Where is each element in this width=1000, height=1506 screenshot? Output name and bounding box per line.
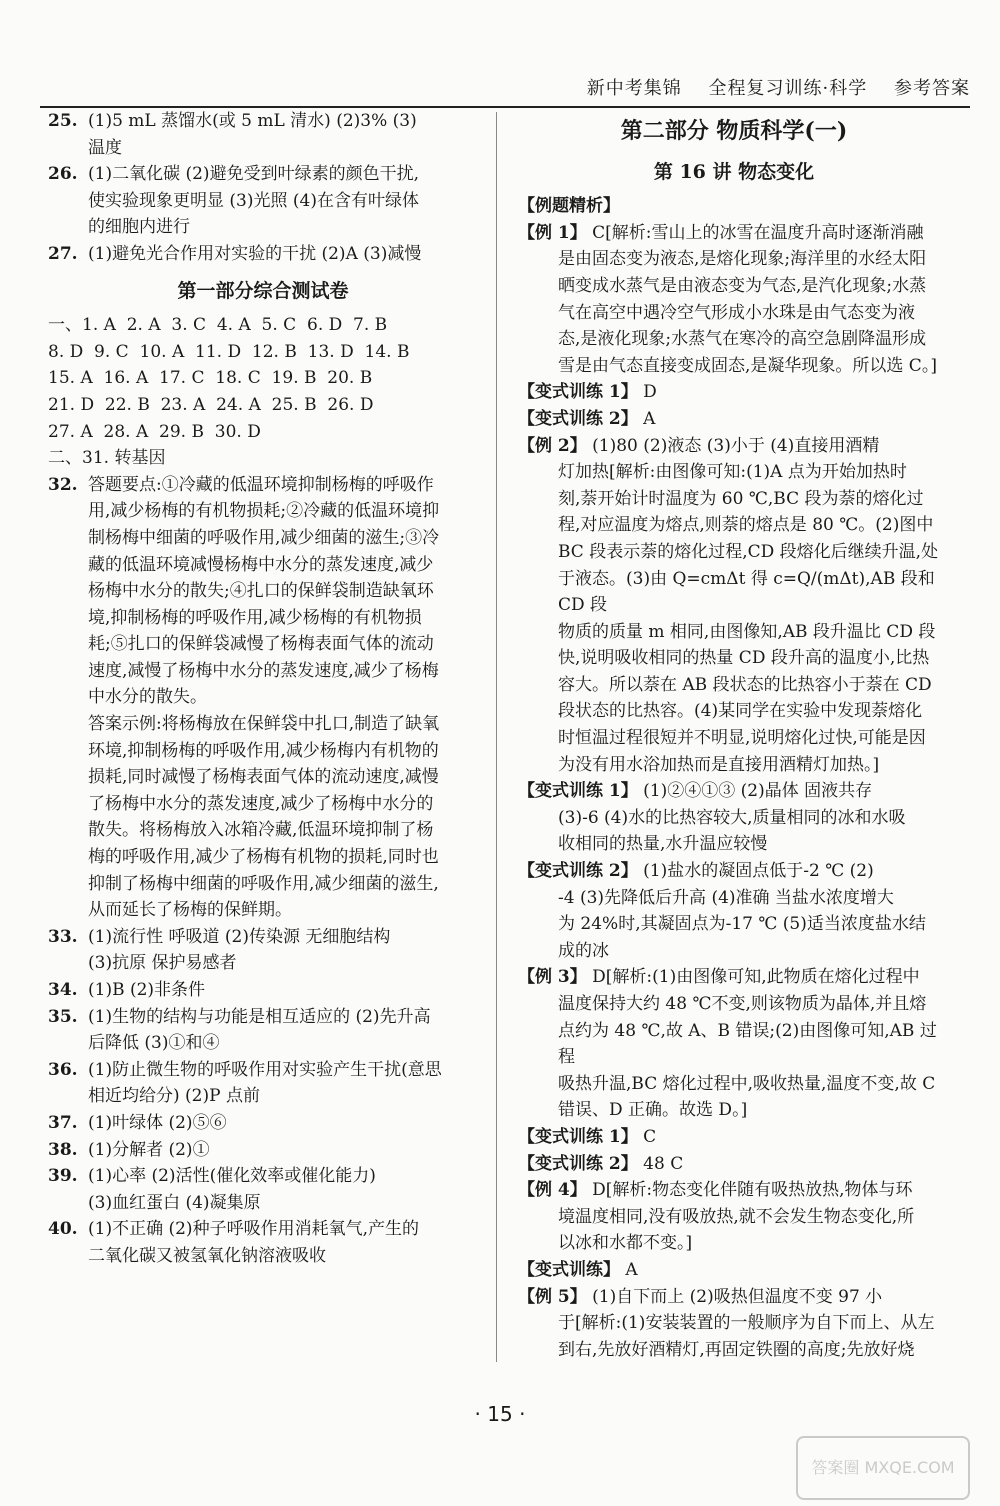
- answer-line: [48, 738, 478, 765]
- answer-text: (1)避免光合作用对实验的干扰 (2)A (3)减慢: [88, 243, 422, 264]
- answer-line: [48, 658, 478, 685]
- answer-block: [518, 1177, 950, 1257]
- answer-number: [48, 897, 88, 924]
- answer-line: [48, 1083, 478, 1110]
- answer-text: A: [620, 1259, 638, 1280]
- answer-number: [48, 525, 88, 552]
- answer-line: [48, 498, 478, 525]
- answer-text: 散失。将杨梅放入冰箱冷藏,低温环境抑制了杨: [88, 820, 434, 841]
- block-label: 【变式训练 2】: [518, 861, 638, 882]
- answer-number: [48, 578, 88, 605]
- answer-line: [48, 135, 478, 162]
- answer-text: 速度,减慢了杨梅中水分的蒸发速度,减少了杨梅: [88, 660, 439, 681]
- answer-line: [48, 631, 478, 658]
- answer-block: [518, 406, 950, 433]
- answer-text: 制杨梅中细菌的呼吸作用,减少细菌的滋生;③冷: [88, 527, 440, 548]
- answer-text: 相近均给分) (2)P 点前: [88, 1086, 260, 1107]
- answer-text: (1)5 mL 蒸馏水(或 5 mL 清水) (2)3% (3): [88, 111, 417, 131]
- answer-item: [48, 924, 478, 977]
- answer-number: [48, 214, 88, 241]
- answer-text: 48 C: [637, 1153, 684, 1174]
- block-label: 【例 4】: [518, 1180, 587, 1201]
- answer-text: (1)自下而上 (2)吸热但温度不变 97 小: [586, 1286, 883, 1307]
- answer-line: [48, 552, 478, 579]
- answer-text: 境,抑制杨梅的呼吸作用,减少杨梅的有机物损: [88, 607, 422, 628]
- answer-line: [48, 161, 478, 188]
- answer-line: [518, 778, 950, 805]
- answer-line: [48, 924, 478, 951]
- answer-line: 气在高空中遇冷空气形成小水珠是由气态变为液: [558, 302, 915, 323]
- answer-line: [518, 858, 950, 885]
- answer-text: 使实验现象更明显 (3)光照 (4)在含有叶绿体: [88, 190, 419, 211]
- answer-text: 用,减少杨梅的有机物损耗;②冷藏的低温环境抑: [88, 501, 440, 522]
- block-label: 【例 1】: [518, 222, 587, 243]
- answer-line: [518, 1151, 950, 1178]
- answer-line: [48, 817, 478, 844]
- answer-block: [518, 1257, 950, 1284]
- answer-text: 答题要点:①冷藏的低温环境抑制杨梅的呼吸作: [88, 474, 434, 495]
- answer-line: 雪是由气态直接变成固态,是凝华现象。所以选 C。]: [558, 355, 937, 376]
- answer-item: [48, 1057, 478, 1110]
- answer-block: [518, 379, 950, 406]
- column-divider: [496, 112, 497, 1362]
- answer-text: (1)80 (2)液态 (3)小于 (4)直接用酒精: [586, 435, 880, 456]
- answer-item: [48, 108, 478, 161]
- answer-block: [518, 778, 950, 858]
- answer-line: [518, 1177, 950, 1204]
- answer-text: (1)防止微生物的呼吸作用对实验产生干扰(意思: [88, 1059, 442, 1080]
- answer-number: [48, 135, 88, 162]
- block-label: 【例题精析】: [518, 196, 620, 217]
- answer-number: [48, 950, 88, 977]
- answer-line: 以冰和水都不变。]: [558, 1233, 693, 1254]
- answer-number: [48, 658, 88, 685]
- block-label: 【变式训练 1】: [518, 382, 638, 403]
- answer-line: 刻,萘开始计时温度为 60 ℃,BC 段为萘的熔化过: [558, 488, 924, 509]
- answer-line: [48, 711, 478, 738]
- answer-line: 于[解析:(1)安装装置的一般顺序为自下而上、从左: [558, 1313, 935, 1334]
- answer-line: [48, 1190, 478, 1217]
- answer-text: 损耗,同时减慢了杨梅表面气体的流动速度,减慢: [88, 767, 439, 788]
- answer-number: [48, 817, 88, 844]
- answer-number: [48, 605, 88, 632]
- answer-line: [518, 379, 950, 406]
- answer-number: 39.: [48, 1166, 78, 1187]
- answers-32-40: [48, 472, 478, 1270]
- answer-line: [518, 220, 950, 247]
- answer-line: 为 24%时,其凝固点为-17 ℃ (5)适当浓度盐水结: [558, 914, 926, 935]
- answer-line: [48, 897, 478, 924]
- answer-number: [48, 738, 88, 765]
- answer-line: (3)-6 (4)水的比热容较大,质量相同的冰和水吸: [558, 807, 906, 828]
- answer-text: 梅的呼吸作用,减少了杨梅有机物的损耗,同时也: [88, 847, 439, 868]
- answer-line: 错误、D 正确。故选 D。]: [558, 1100, 748, 1121]
- answer-number: [48, 764, 88, 791]
- answer-line: -4 (3)先降低后升高 (4)准确 当盐水浓度增大: [558, 887, 894, 908]
- answer-text: 了杨梅中水分的蒸发速度,减少了杨梅中水分的: [88, 793, 434, 814]
- answer-line: [48, 1057, 478, 1084]
- answer-text: (3)抗原 保护易感者: [88, 953, 237, 974]
- answer-line: 成的冰: [558, 940, 609, 961]
- answer-line: [48, 188, 478, 215]
- answer-line: [48, 1004, 478, 1031]
- answer-line: 境温度相同,没有吸放热,就不会发生物态变化,所: [558, 1206, 915, 1227]
- answer-line: 温度保持大约 48 ℃不变,则该物质为晶体,并且熔: [558, 994, 927, 1014]
- answer-text: (1)盐水的凝固点低于-2 ℃ (2): [637, 861, 874, 882]
- answer-line: 于液态。(3)由 Q=cmΔt 得 c=Q/(mΔt),AB 段和 CD 段: [558, 568, 935, 616]
- answer-number: [48, 791, 88, 818]
- answer-text: (1)B (2)非条件: [88, 980, 206, 1000]
- answer-text: 二氧化碳又被氢氧化钠溶液吸收: [88, 1245, 326, 1266]
- answer-text: (1)生物的结构与功能是相互适应的 (2)先升高: [88, 1006, 431, 1027]
- answer-text: (1)分解者 (2)①: [88, 1139, 210, 1160]
- answer-number: 26.: [48, 164, 78, 185]
- answer-line: [518, 1257, 950, 1284]
- answer-line: [518, 964, 950, 991]
- answer-text: (1)②④①③ (2)晶体 固液共存: [637, 781, 873, 802]
- answer-number: [48, 844, 88, 871]
- answer-number: [48, 1083, 88, 1110]
- answer-line: 到右,先放好酒精灯,再固定铁圈的高度;先放好烧: [558, 1339, 915, 1360]
- answer-text: (1)二氧化碳 (2)避免受到叶绿素的颜色干扰,: [88, 164, 419, 185]
- answer-item: [48, 1137, 478, 1164]
- answer-line: [48, 1243, 478, 1270]
- answer-number: [48, 631, 88, 658]
- header-book: 全程复习训练·科学: [708, 78, 868, 99]
- answer-line: [518, 433, 950, 460]
- answer-number: 33.: [48, 926, 78, 947]
- answer-text: 藏的低温环境减慢杨梅中水分的蒸发速度,减少: [88, 554, 434, 575]
- answer-line: [48, 950, 478, 977]
- answer-text: 后降低 (3)①和④: [88, 1033, 220, 1054]
- answer-text: D: [637, 382, 657, 403]
- answer-line: [48, 791, 478, 818]
- answer-text: 耗;⑤扎口的保鲜袋减慢了杨梅表面气体的流动: [88, 634, 434, 655]
- answer-line: [518, 1124, 950, 1151]
- answer-item: [48, 241, 478, 268]
- answer-line: [48, 241, 478, 268]
- answer-line: [48, 977, 478, 1004]
- answer-line: [48, 472, 478, 499]
- answer-text: 环境,抑制杨梅的呼吸作用,减少杨梅内有机物的: [88, 740, 439, 761]
- answer-text: (3)血红蛋白 (4)凝集原: [88, 1192, 261, 1213]
- answer-line: 快,说明吸收相同的热量 CD 段升高的温度小,比热: [558, 648, 930, 669]
- answer-line: [518, 1284, 950, 1311]
- answer-number: [48, 188, 88, 215]
- answer-line: [48, 844, 478, 871]
- answer-line: 点约为 48 ℃,故 A、B 错误;(2)由图像可知,AB 过程: [558, 1020, 937, 1068]
- page-number: · 15 ·: [474, 1402, 526, 1426]
- answer-number: [48, 711, 88, 738]
- answer-text: 抑制了杨梅中细菌的呼吸作用,减少细菌的滋生,: [88, 873, 439, 894]
- answer-line: [48, 764, 478, 791]
- answer-block: [518, 1151, 950, 1178]
- answer-line: [48, 578, 478, 605]
- lecture-answers: [518, 193, 950, 1363]
- answer-line: [48, 525, 478, 552]
- answer-block: [518, 964, 950, 1124]
- answer-number: [48, 498, 88, 525]
- choice-row: 15. A 16. A 17. C 18. C 19. B 20. B: [48, 368, 373, 389]
- answer-block: [518, 1284, 950, 1364]
- answer-text: D[解析:(1)由图像可知,此物质在熔化过程中: [586, 967, 920, 988]
- answer-line: [48, 1110, 478, 1137]
- running-header: [40, 74, 970, 108]
- answer-line: [48, 108, 478, 135]
- answer-number: 32.: [48, 474, 78, 495]
- answer-text: 从而延长了杨梅的保鲜期。: [88, 900, 292, 921]
- block-label: 【变式训练 1】: [518, 781, 638, 802]
- choice-row: 二、31. 转基因: [48, 448, 166, 469]
- answer-line: [48, 684, 478, 711]
- answer-line: 是由固态变为液态,是熔化现象;海洋里的水经太阳: [558, 249, 927, 270]
- choice-row: 8. D 9. C 10. A 11. D 12. B 13. D 14. B: [48, 341, 410, 362]
- left-column: [48, 108, 478, 1270]
- answer-line: 段状态的比热容。(4)某同学在实验中发现萘熔化: [558, 701, 923, 722]
- answer-number: [48, 684, 88, 711]
- watermark-logo: 答案圈 MXQE.COM: [796, 1436, 970, 1500]
- answer-number: [48, 1030, 88, 1057]
- answer-text: (1)叶绿体 (2)⑤⑥: [88, 1112, 227, 1133]
- answer-number: 36.: [48, 1059, 78, 1080]
- answer-number: [48, 1190, 88, 1217]
- header-kind: 参考答案: [894, 78, 970, 99]
- answer-text: (1)心率 (2)活性(催化效率或催化能力): [88, 1166, 376, 1187]
- block-label: 【例 3】: [518, 967, 587, 988]
- answer-line: [48, 1216, 478, 1243]
- answer-block: [518, 1124, 950, 1151]
- answer-number: 27.: [48, 243, 78, 264]
- answer-line: [48, 1163, 478, 1190]
- answer-text: 的细胞内进行: [88, 217, 190, 238]
- right-column: [518, 108, 950, 1363]
- answer-line: 晒变成水蒸气是由液态变为气态,是汽化现象;水蒸: [558, 275, 927, 296]
- answer-block: [518, 858, 950, 964]
- answer-line: [48, 1030, 478, 1057]
- answer-line: 灯加热[解析:由图像可知:(1)A 点为开始加热时: [558, 462, 907, 483]
- answer-item: [48, 472, 478, 924]
- answer-item: [48, 977, 478, 1004]
- answer-line: 容大。所以萘在 AB 段状态的比热容小于萘在 CD: [558, 674, 932, 695]
- block-label: 【例 5】: [518, 1286, 587, 1307]
- answer-line: [48, 214, 478, 241]
- answer-text: A: [637, 408, 656, 429]
- answer-line: 为没有用水浴加热而是直接用酒精灯加热。]: [558, 754, 880, 775]
- answer-number: 40.: [48, 1219, 78, 1240]
- answer-item: [48, 1216, 478, 1269]
- block-label: 【变式训练】: [518, 1259, 620, 1280]
- answer-block: [518, 433, 950, 779]
- answer-line: [48, 1137, 478, 1164]
- section-title: 第一部分综合测试卷: [177, 279, 349, 302]
- answer-text: 答案示例:将杨梅放在保鲜袋中扎口,制造了缺氧: [88, 714, 440, 735]
- answers-25-27: [48, 108, 478, 268]
- answer-item: [48, 1163, 478, 1216]
- answer-line: 收相同的热量,水升温应较慢: [558, 834, 768, 855]
- choice-row: 一、1. A 2. A 3. C 4. A 5. C 6. D 7. B: [48, 315, 388, 336]
- answer-number: [48, 871, 88, 898]
- answer-block: [518, 220, 950, 380]
- choice-row: 21. D 22. B 23. A 24. A 25. B 26. D: [48, 394, 374, 415]
- header-series: 新中考集锦: [586, 78, 682, 99]
- answer-text: (1)流行性 呼吸道 (2)传染源 无细胞结构: [88, 926, 391, 947]
- answer-line: [48, 605, 478, 632]
- answer-number: 25.: [48, 111, 78, 131]
- answer-number: 34.: [48, 980, 78, 1000]
- answer-text: 温度: [88, 137, 122, 158]
- answer-item: [48, 161, 478, 241]
- answer-number: [48, 1243, 88, 1270]
- answer-text: 杨梅中水分的散失;④扎口的保鲜袋制造缺氧环: [88, 581, 434, 602]
- choice-answers: [48, 312, 478, 472]
- lecture-title: 第 16 讲 物态变化: [653, 160, 815, 183]
- answer-text: D[解析:物态变化伴随有吸热放热,物体与环: [586, 1180, 913, 1201]
- answer-text: C[解析:雪山上的冰雪在温度升高时逐渐消融: [586, 222, 924, 243]
- answer-number: 38.: [48, 1139, 78, 1160]
- block-label: 【变式训练 1】: [518, 1126, 638, 1147]
- answer-number: 35.: [48, 1006, 78, 1027]
- part-title: 第二部分 物质科学(一): [620, 118, 848, 144]
- choice-row: 27. A 28. A 29. B 30. D: [48, 421, 261, 442]
- answer-number: 37.: [48, 1112, 78, 1133]
- answer-number: [48, 552, 88, 579]
- answer-text: (1)不正确 (2)种子呼吸作用消耗氧气,产生的: [88, 1219, 419, 1240]
- answer-text: C: [637, 1126, 657, 1147]
- answer-item: [48, 1110, 478, 1137]
- answer-line: 态,是液化现象;水蒸气在寒冷的高空急剧降温形成: [558, 329, 927, 350]
- block-label: 【变式训练 2】: [518, 1153, 638, 1174]
- answer-line: 程,对应温度为熔点,则萘的熔点是 80 ℃。(2)图中: [558, 515, 934, 536]
- answer-text: 中水分的散失。: [88, 687, 207, 708]
- answer-line: [518, 406, 950, 433]
- block-label: 【变式训练 2】: [518, 408, 638, 429]
- answer-item: [48, 1004, 478, 1057]
- answer-line: 吸热升温,BC 熔化过程中,吸收热量,温度不变,故 C: [558, 1073, 936, 1094]
- answer-line: 时恒温过程很短并不明显,说明熔化过快,可能是因: [558, 728, 926, 749]
- block-label: 【例 2】: [518, 435, 587, 456]
- answer-block: [518, 193, 950, 220]
- answer-line: 物质的质量 m 相同,由图像知,AB 段升温比 CD 段: [558, 621, 936, 642]
- answer-line: BC 段表示萘的熔化过程,CD 段熔化后继续升温,处: [558, 541, 939, 562]
- answer-line: [48, 871, 478, 898]
